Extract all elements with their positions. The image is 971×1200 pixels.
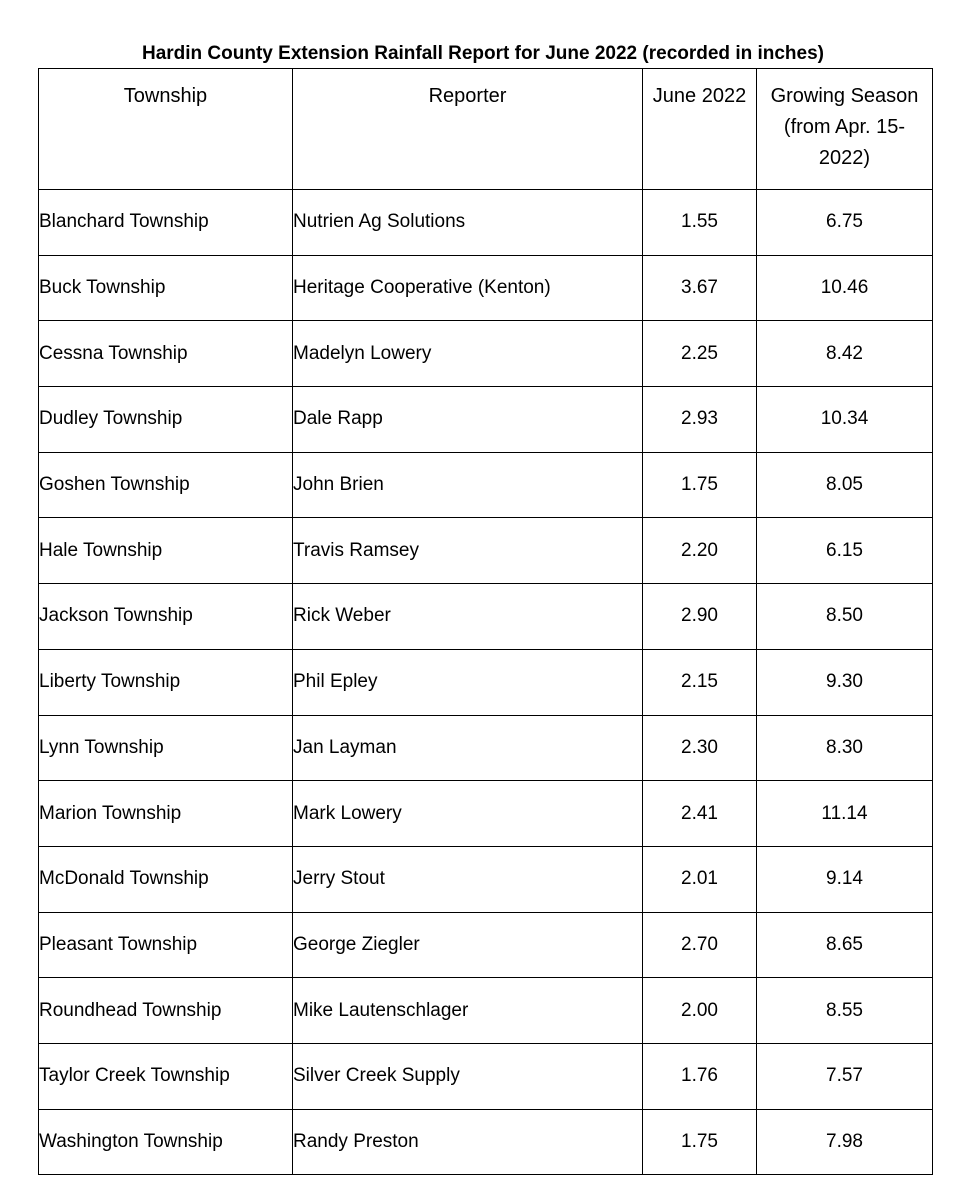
table-row [39,255,933,321]
june-rainfall-cell: 2.30 [643,715,757,781]
june-rainfall-cell: 2.25 [643,321,757,387]
reporter-cell: Randy Preston [293,1109,643,1175]
june-rainfall-cell: 2.00 [643,978,757,1044]
reporter-cell: Jan Layman [293,715,643,781]
reporter-cell: Jerry Stout [293,846,643,912]
township-cell: Dudley Township [39,387,293,453]
table-row [39,1109,933,1175]
rainfall-table [38,68,933,1175]
header-june-2022: June 2022 [643,69,757,190]
june-rainfall-cell: 1.55 [643,190,757,256]
reporter-cell: Mike Lautenschlager [293,978,643,1044]
reporter-cell: Phil Epley [293,649,643,715]
reporter-cell: Travis Ramsey [293,518,643,584]
township-cell: Marion Township [39,781,293,847]
season-rainfall-cell: 7.98 [757,1109,933,1175]
june-rainfall-cell: 2.93 [643,387,757,453]
table-row [39,387,933,453]
table-row [39,978,933,1044]
township-cell: Taylor Creek Township [39,1043,293,1109]
township-cell: McDonald Township [39,846,293,912]
june-rainfall-cell: 2.20 [643,518,757,584]
june-rainfall-cell: 1.76 [643,1043,757,1109]
season-rainfall-cell: 10.34 [757,387,933,453]
june-rainfall-cell: 2.41 [643,781,757,847]
report-title: Hardin County Extension Rainfall Report for June 2022 (recorded in inches) [141,43,824,64]
june-rainfall-cell: 1.75 [643,452,757,518]
season-rainfall-cell: 6.15 [757,518,933,584]
reporter-cell: George Ziegler [293,912,643,978]
table-row [39,781,933,847]
table-row [39,715,933,781]
season-rainfall-cell: 8.42 [757,321,933,387]
reporter-cell: Heritage Cooperative (Kenton) [293,255,643,321]
season-rainfall-cell: 9.30 [757,649,933,715]
township-cell: Goshen Township [39,452,293,518]
season-rainfall-cell: 8.55 [757,978,933,1044]
table-row [39,846,933,912]
table-row [39,912,933,978]
season-rainfall-cell: 6.75 [757,190,933,256]
season-rainfall-cell: 7.57 [757,1043,933,1109]
june-rainfall-cell: 2.70 [643,912,757,978]
header-township: Township [39,69,293,190]
township-cell: Roundhead Township [39,978,293,1044]
season-rainfall-cell: 8.50 [757,584,933,650]
table-row [39,190,933,256]
township-cell: Washington Township [39,1109,293,1175]
table-row [39,1043,933,1109]
table-row [39,584,933,650]
season-rainfall-cell: 8.65 [757,912,933,978]
season-rainfall-cell: 9.14 [757,846,933,912]
township-cell: Cessna Township [39,321,293,387]
season-rainfall-cell: 8.05 [757,452,933,518]
season-rainfall-cell: 11.14 [757,781,933,847]
township-cell: Lynn Township [39,715,293,781]
header-growing-season: Growing Season (from Apr. 15- 2022) [757,69,933,190]
reporter-cell: Dale Rapp [293,387,643,453]
table-row [39,649,933,715]
header-row [39,69,933,190]
township-cell: Liberty Township [39,649,293,715]
season-rainfall-cell: 10.46 [757,255,933,321]
reporter-cell: Rick Weber [293,584,643,650]
reporter-cell: John Brien [293,452,643,518]
township-cell: Pleasant Township [39,912,293,978]
township-cell: Hale Township [39,518,293,584]
june-rainfall-cell: 2.15 [643,649,757,715]
season-rainfall-cell: 8.30 [757,715,933,781]
june-rainfall-cell: 1.75 [643,1109,757,1175]
table-body [39,190,933,1175]
header-reporter: Reporter [293,69,643,190]
reporter-cell: Madelyn Lowery [293,321,643,387]
june-rainfall-cell: 3.67 [643,255,757,321]
table-row [39,321,933,387]
june-rainfall-cell: 2.01 [643,846,757,912]
township-cell: Blanchard Township [39,190,293,256]
reporter-cell: Silver Creek Supply [293,1043,643,1109]
township-cell: Jackson Township [39,584,293,650]
township-cell: Buck Township [39,255,293,321]
june-rainfall-cell: 2.90 [643,584,757,650]
reporter-cell: Nutrien Ag Solutions [293,190,643,256]
table-row [39,452,933,518]
reporter-cell: Mark Lowery [293,781,643,847]
table-row [39,518,933,584]
